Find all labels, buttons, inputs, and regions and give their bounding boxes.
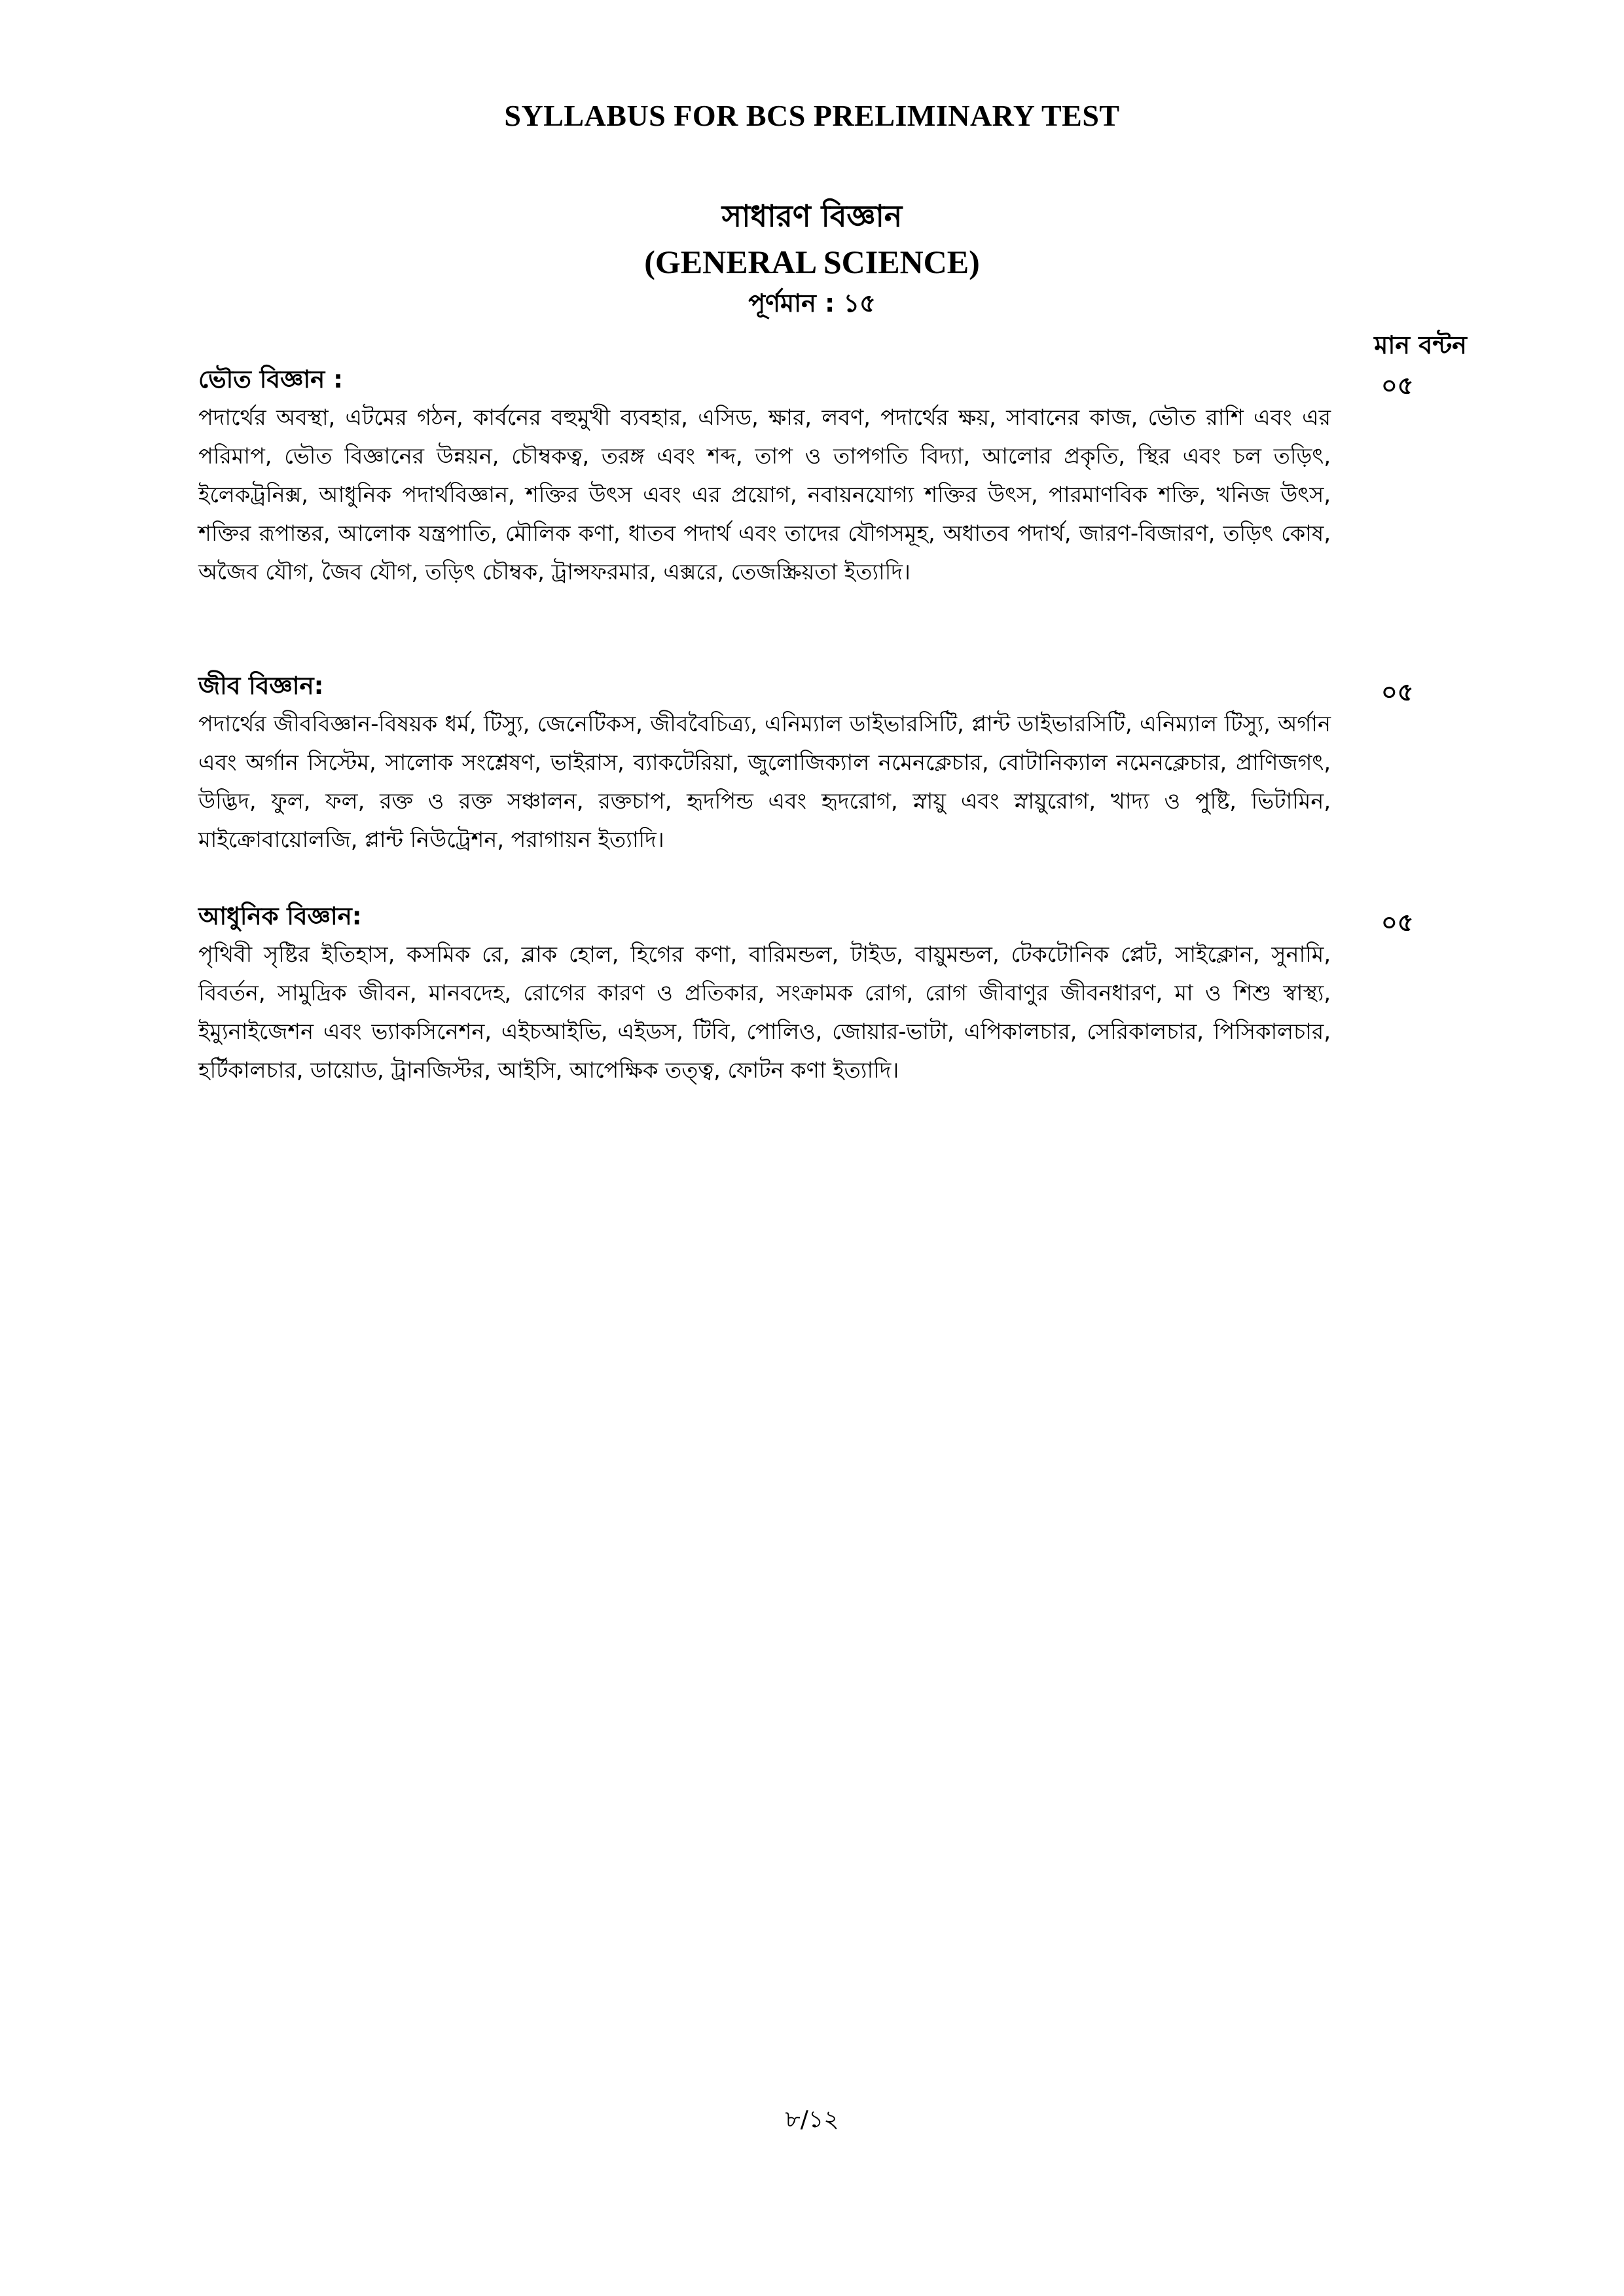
section-marks: ০৫ [1381,908,1414,937]
section-modern-science [198,898,1331,1089]
subject-title-bengali: সাধারণ বিজ্ঞান [721,198,903,234]
section-physical-science [198,361,1331,591]
section-heading: আধুনিক বিজ্ঞান: [198,902,362,930]
document-header: SYLLABUS FOR BCS PRELIMINARY TEST [504,99,1120,132]
section-body: পদার্থের অবস্থা, এটমের গঠন, কার্বনের বহুমুখী ব্যবহার, এসিড, ক্ষার, লবণ, পদার্থের ক্ষয়, সাবানের কাজ, ভৌত রাশি এবং এর পরিমাপ, ভৌত বিজ্ঞানের উন্নয়ন, চৌম্বকত্ব, তরঙ্গ এবং শব্দ, তাপ ও তাপগতি বিদ্যা, আলোর প্রকৃতি, স্থির এবং চল তড়িৎ, ইলেকট্রনিক্স, আধুনিক পদার্থবিজ্ঞান, শক্তির উৎস এবং এর প্রয়োগ, নবায়নযোগ্য শক্তির উৎস, পারমাণবিক শক্তি, খনিজ উৎস, শক্তির রূপান্তর, আলোক যন্ত্রপাতি, মৌলিক কণা, ধাতব পদার্থ এবং তাদের যৌগসমূহ, অধাতব পদার্থ, জারণ-বিজারণ, তড়িৎ কোষ, অজৈব যৌগ, জৈব যৌগ, তড়িৎ চৌম্বক, ট্রান্সফরমার, এক্সরে, তেজস্ক্রিয়তা ইত্যাদি। [198,405,1331,585]
section-heading: ভৌত বিজ্ঞান : [198,365,343,393]
section-marks: ০৫ [1381,371,1414,400]
full-marks: পূর্ণমান : ১৫ [748,289,876,318]
subject-title-english: (GENERAL SCIENCE) [644,244,980,280]
subject-title-block [0,193,1624,321]
section-body: পদার্থের জীববিজ্ঞান-বিষয়ক ধর্ম, টিস্যু, জেনেটিকস, জীববৈচিত্র্য, এনিম্যাল ডাইভারসিটি, প্লান্ট ডাইভারসিটি, এনিম্যাল টিস্যু, অর্গান এবং অর্গান সিস্টেম, সালোক সংশ্লেষণ, ভাইরাস, ব্যাকটেরিয়া, জুলোজিক্যাল নমেনক্লেচার, বোটানিক্যাল নমেনক্লেচার, প্রাণিজগৎ, উদ্ভিদ, ফুল, ফল, রক্ত ও রক্ত সঞ্চালন, রক্তচাপ, হৃদপিন্ড এবং হৃদরোগ, স্নায়ু এবং স্নায়ুরোগ, খাদ্য ও পুষ্টি, ভিটামিন, মাইক্রোবায়োলজি, প্লান্ট নিউট্রেশন, পরাগায়ন ইত্যাদি। [198,711,1331,852]
marks-distribution-header: মান বন্টন [1374,331,1467,359]
section-biology [198,668,1331,859]
section-marks: ০৫ [1381,678,1414,706]
section-heading: জীব বিজ্ঞান: [198,672,324,700]
page-number: ৮/১২ [785,2106,839,2133]
section-body: পৃথিবী সৃষ্টির ইতিহাস, কসমিক রে, ব্লাক হোল, হিগের কণা, বারিমন্ডল, টাইড, বায়ুমন্ডল, টেকটোনিক প্লেট, সাইক্লোন, সুনামি, বিবর্তন, সামুদ্রিক জীবন, মানবদেহ, রোগের কারণ ও প্রতিকার, সংক্রামক রোগ, রোগ জীবাণুর জীবনধারণ, মা ও শিশু স্বাস্থ্য, ইম্যুনাইজেশন এবং ভ্যাকসিনেশন, এইচআইভি, এইডস, টিবি, পোলিও, জোয়ার-ভাটা, এপিকালচার, সেরিকালচার, পিসিকালচার, হর্টিকালচার, ডায়োড, ট্রানজিস্টর, আইসি, আপেক্ষিক তত্ত্ব, ফোটন কণা ইত্যাদি। [198,941,1331,1083]
